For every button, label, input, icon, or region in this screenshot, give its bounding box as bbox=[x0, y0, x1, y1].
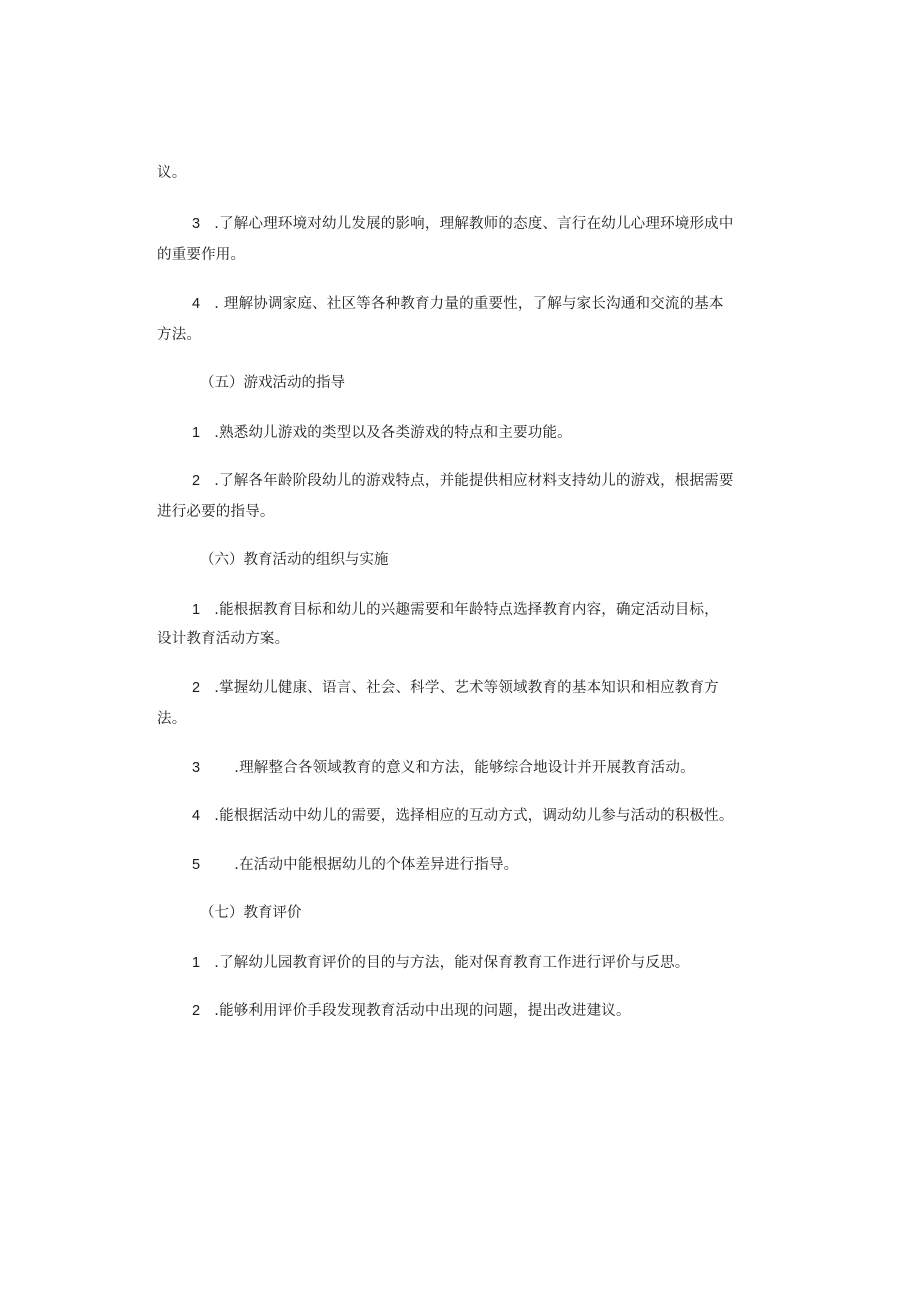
list-item-7-2 bbox=[192, 1001, 631, 1021]
section-heading-5 bbox=[200, 373, 345, 393]
list-item-a4-line2 bbox=[157, 325, 201, 345]
item-text: .了解幼儿园教育评价的目的与方法，能对保育教育工作进行评价与反思。 bbox=[214, 955, 690, 971]
item-text: 法。 bbox=[157, 711, 187, 727]
list-item-a3-line2 bbox=[157, 245, 245, 265]
list-item-6-2-line1 bbox=[192, 678, 719, 698]
list-item-7-1 bbox=[192, 953, 689, 973]
section-heading-text: （五）游戏活动的指导 bbox=[200, 375, 345, 391]
item-number: 3 bbox=[192, 760, 201, 776]
item-text: .了解各年龄阶段幼儿的游戏特点，并能提供相应材料支持幼儿的游戏，根据需要 bbox=[214, 473, 734, 489]
section-heading-text: （七）教育评价 bbox=[200, 905, 302, 921]
item-number: 4 bbox=[192, 296, 201, 312]
list-item-5-1 bbox=[192, 423, 572, 443]
item-text: 设计教育活动方案。 bbox=[157, 631, 290, 647]
item-text: .在活动中能根据幼儿的个体差异进行指导。 bbox=[234, 857, 519, 873]
continuation-text bbox=[157, 163, 186, 183]
list-item-6-1-line1 bbox=[192, 600, 719, 620]
item-number: 3 bbox=[192, 216, 201, 232]
list-item-6-2-line2 bbox=[157, 709, 186, 729]
item-number: 2 bbox=[192, 680, 201, 696]
item-number: 2 bbox=[192, 473, 201, 489]
item-number: 2 bbox=[192, 1003, 201, 1019]
list-item-5-2-line1 bbox=[192, 471, 734, 491]
list-item-a3-line1 bbox=[192, 214, 734, 234]
item-number: 1 bbox=[192, 425, 201, 441]
section-heading-7 bbox=[200, 903, 302, 923]
item-text: .能根据教育目标和幼儿的兴趣需要和年龄特点选择教育内容，确定活动目标， bbox=[214, 602, 719, 618]
item-number: 5 bbox=[192, 857, 201, 873]
item-number: 1 bbox=[192, 602, 201, 618]
continuation-label: 议。 bbox=[157, 165, 187, 181]
list-item-5-2-line2 bbox=[157, 502, 275, 522]
list-item-6-3 bbox=[192, 758, 695, 778]
item-text: .了解心理环境对幼儿发展的影响，理解教师的态度、言行在幼儿心理环境形成中 bbox=[214, 216, 734, 232]
item-text: . 理解协调家庭、社区等各种教育力量的重要性，了解与家长沟通和交流的基本 bbox=[214, 296, 724, 312]
item-text: 方法。 bbox=[157, 327, 202, 343]
item-text: 的重要作用。 bbox=[157, 247, 246, 263]
section-heading-text: （六）教育活动的组织与实施 bbox=[200, 552, 389, 568]
item-text: .熟悉幼儿游戏的类型以及各类游戏的特点和主要功能。 bbox=[214, 425, 572, 441]
item-text: 进行必要的指导。 bbox=[157, 504, 275, 520]
list-item-6-1-line2 bbox=[157, 629, 289, 649]
item-text: .能够利用评价手段发现教育活动中出现的问题，提出改进建议。 bbox=[214, 1003, 631, 1019]
item-number: 4 bbox=[192, 808, 201, 824]
list-item-6-5 bbox=[192, 855, 518, 875]
section-heading-6 bbox=[200, 550, 389, 570]
list-item-a4-line1 bbox=[192, 294, 724, 314]
item-text: .掌握幼儿健康、语言、社会、科学、艺术等领域教育的基本知识和相应教育方 bbox=[214, 680, 719, 696]
item-text: .理解整合各领域教育的意义和方法，能够综合地设计并开展教育活动。 bbox=[234, 760, 695, 776]
list-item-6-4 bbox=[192, 806, 734, 826]
item-text: .能根据活动中幼儿的需要，选择相应的互动方式，调动幼儿参与活动的积极性。 bbox=[214, 808, 734, 824]
item-number: 1 bbox=[192, 955, 201, 971]
